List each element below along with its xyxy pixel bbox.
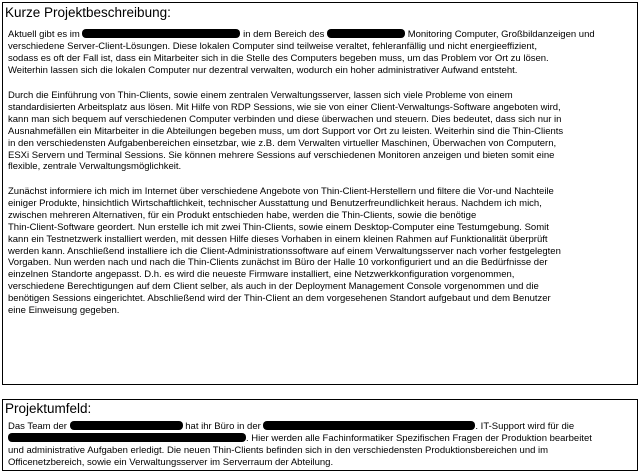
text-line [8,234,634,246]
text-segment: flexible, zentrale Verwaltungsmöglichkeit. [8,161,182,173]
text-segment: in den verschiedensten Aufgabenbereichen einsetzbar, wie z.B. dem Verwalten virtueller Maschinen, Überwachen von Computern, [8,137,557,149]
paragraph-current-situation [8,29,634,77]
redaction-bar [8,433,246,442]
text-segment: standardisierten Arbeitsplatz aus lösen. Mit Hilfe von RDP Sessions, wie sie von einer Client-Verwaltungs-Software angeboten wird, [8,101,561,113]
text-line [8,126,634,138]
text-line [8,433,634,445]
text-line [8,65,634,77]
text-segment: Ausnahmefällen ein Mitarbeiter in die Abteilungen begeben muss, um dort Support vor Ort zu leisten. Weiterhin sind die Thin-Clients [8,125,564,137]
text-line [8,41,634,53]
text-segment: einzelnen Standorte angepasst. D.h. es wird die neueste Firmware installiert, eine Netzwerkkonfiguration vorgenommen, [8,269,515,281]
text-segment: sodass es oft der Fall ist, dass ein Mitarbeiter sich in die Stelle des Computers begeben muss, um das Problem vor Ort zu lösen. [8,52,549,64]
text-segment: Durch die Einführung von Thin-Clients, sowie einem zentralen Verwaltungsserver, lassen sich viele Probleme von einem [8,90,513,101]
text-segment: Monitoring Computer, Großbildanzeigen und [405,29,595,40]
text-segment: werden kann. Anschließend installiere ich die Client-Administrationssoftware auf einem Verwaltungsserver nach vorher festgelegten [8,245,561,257]
text-line [8,198,634,210]
text-segment: Das Team der [8,421,70,432]
text-segment: . IT-Support wird für die [475,421,575,432]
text-segment: und administrative Aufgaben erledigt. Die neuen Thin-Clients befinden sich in den verschiedensten Produktionsbereichen und im [8,444,549,456]
text-line [8,161,634,173]
project-description-box [2,2,638,385]
text-line [8,257,634,269]
text-line [8,222,634,234]
text-segment: in dem Bereich des [240,29,328,40]
text-line [8,281,634,293]
text-line [8,53,634,65]
text-line [8,246,634,258]
paragraph-project-procedure [8,186,634,317]
text-line [8,114,634,126]
text-segment: . Hier werden alle Fachinformatiker Spezifischen Fragen der Produktion bearbeitet [246,432,592,444]
text-line [8,29,634,41]
text-segment: eine Einweisung gegeben. [8,305,120,317]
text-line [8,186,634,198]
text-segment: Weiterhin lassen sich die lokalen Computer nur dezentral verwalten, wodurch ein hoher administrativer Aufwand entsteht. [8,64,518,76]
text-segment: kann ein Testnetzwerk installiert werden, mit dessen Hilfe dieses Vorhaben in einem kleinen Rahmen auf Funktionalität überprüft [8,233,548,245]
text-line [8,421,634,433]
text-segment: ESXi Servern und Terminal Sessions. Sie können mehrere Sessions auf verschiedenen Monitoren anzeigen und bieten somit eine [8,149,555,161]
redaction-bar [263,421,475,430]
text-segment: verschiedene Berechtigungen auf dem Client selber, als auch in der Deployment Management Console vorgenommen und die [8,281,539,293]
project-description-heading: Kurze Projektbeschreibung: [5,5,171,20]
text-segment: Zunächst informiere ich mich im Internet über verschiedene Angebote von Thin-Client-Herstellern und filtere die Vor-und Nachteile [8,186,554,197]
text-line [8,102,634,114]
paragraph-project-environment [8,421,634,469]
text-line [8,293,634,305]
text-segment: Officenetzbereich, sowie ein Verwaltungsserver im Serverraum der Abteilung. [8,456,334,468]
text-segment: Vorgaben. Nun werden nach und nach die Thin-Clients zunächst im Büro der Halle 10 vorkonfiguriert und an die Bedürfnisse der [8,257,548,269]
text-segment: benötigen Sessions eingerichtet. Abschließend wird der Thin-Client an dem vorgesehenen Standort aufgebaut und dem Benutzer [8,293,551,305]
text-segment: verschiedene Server-Client-Lösungen. Diese lokalen Computer sind teilweise veraltet, fehleranfällig und nicht energieeffizient, [8,40,537,52]
paragraph-thin-client-benefits [8,90,634,173]
text-line [8,90,634,102]
text-line [8,269,634,281]
text-segment: hat ihr Büro in der [182,421,264,432]
text-line [8,457,634,469]
redaction-bar [82,29,240,38]
text-segment: einiger Produkte, hinsichtlich Wirtschaftlichkeit, technischer Ausstattung und Benutzerfreundlichkeit heraus. Nachdem ich mich, [8,197,542,209]
text-line [8,138,634,150]
text-segment: Thin-Client-Software geordert. Nun erstelle ich mit zwei Thin-Clients, sowie einem Desktop-Computer eine Testumgebung. Somit [8,221,549,233]
project-environment-heading: Projektumfeld: [5,401,92,416]
text-line [8,210,634,222]
project-environment-box [2,399,638,471]
text-segment: Aktuell gibt es im [8,29,83,40]
text-line [8,150,634,162]
text-line [8,305,634,317]
redaction-bar [70,421,183,430]
redaction-bar [327,29,405,38]
text-line [8,445,634,457]
text-segment: kann man sich bequem auf verschiedenen Computer verbinden und diese überwachen und steuern. Dies bedeutet, dass sich nur in [8,113,562,125]
text-segment: zwischen mehreren Alternativen, für ein Produkt entschieden habe, werden die Thin-Clients, sowie die benötige [8,209,477,221]
